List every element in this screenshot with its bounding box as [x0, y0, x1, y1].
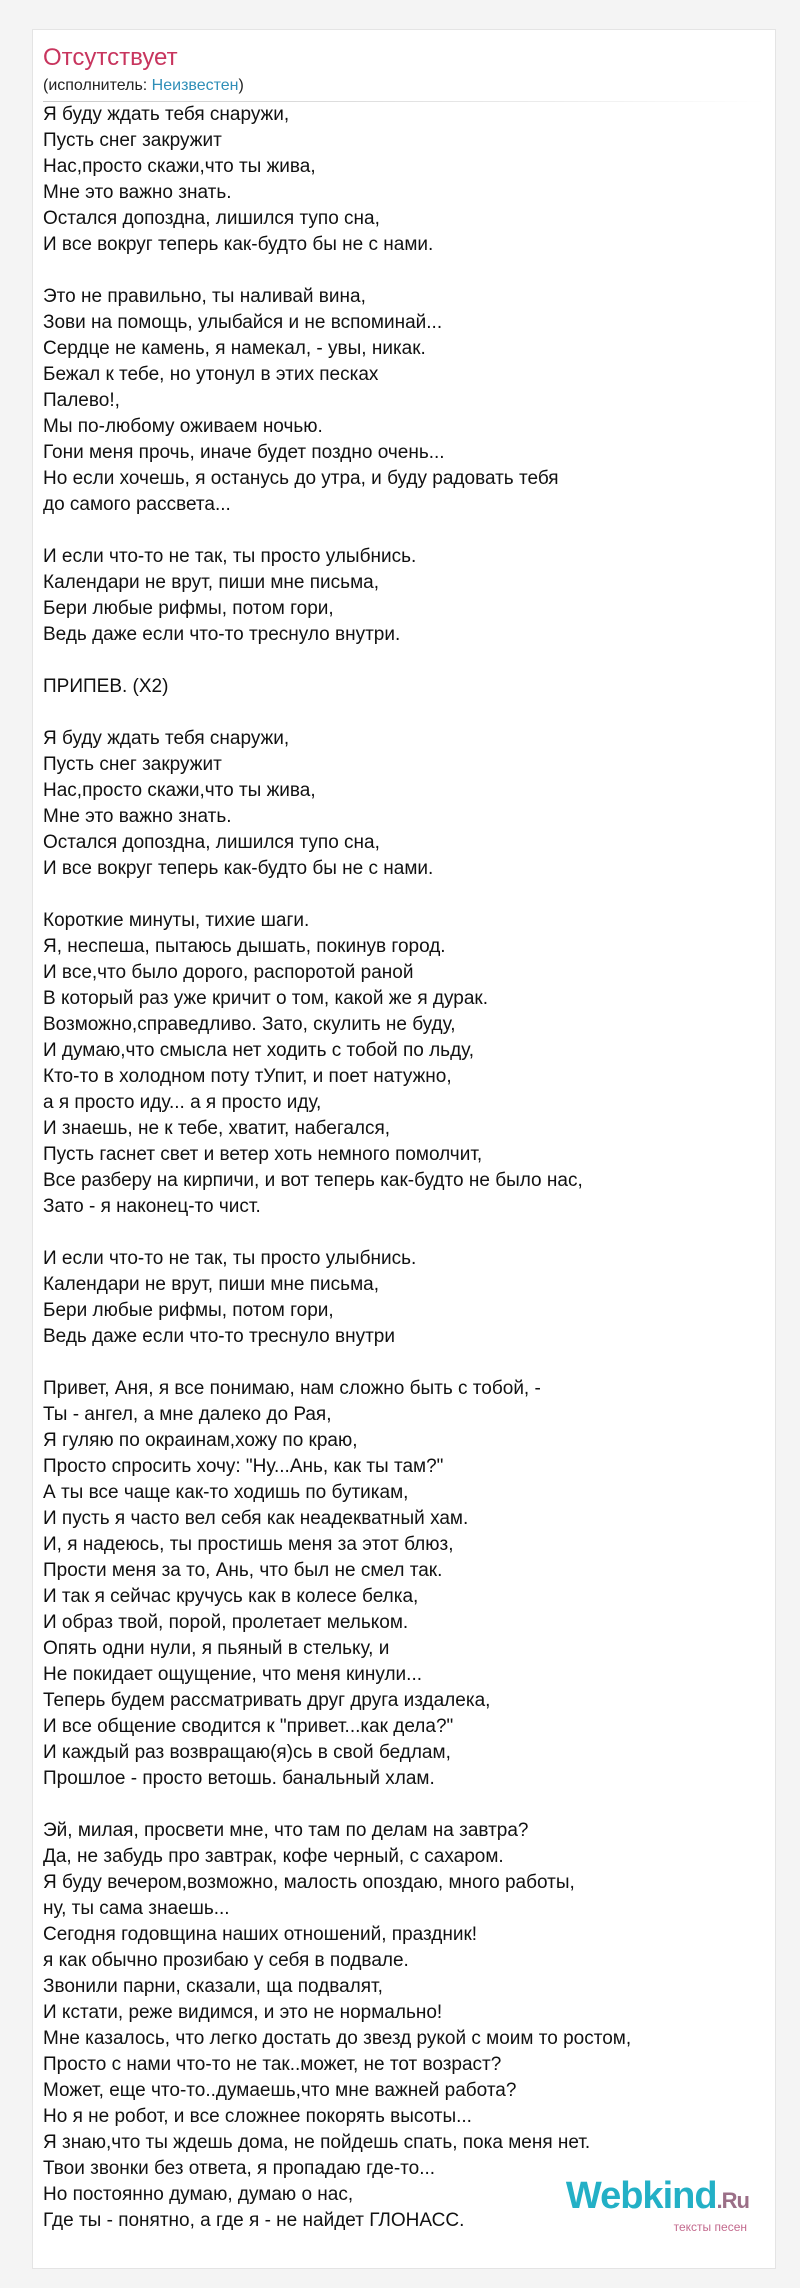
lyric-line: а я просто иду... а я просто иду,	[43, 1092, 322, 1113]
lyric-line: Палево!,	[43, 390, 120, 411]
lyric-line: Сердце не камень, я намекал, - увы, никак.	[43, 338, 426, 359]
lyric-line: до самого рассвета...	[43, 494, 231, 515]
lyric-line: Опять одни нули, я пьяный в стельку, и	[43, 1638, 390, 1659]
lyric-line: Календари не врут, пиши мне письма,	[43, 572, 379, 593]
lyric-line: Мы по-любому оживаем ночью.	[43, 416, 323, 437]
lyric-line: Прошлое - просто ветошь. банальный хлам.	[43, 1768, 435, 1789]
lyric-line: Но если хочешь, я останусь до утра, и буду радовать тебя	[43, 468, 559, 489]
lyric-line: я как обычно прозибаю у себя в подвале.	[43, 1950, 409, 1971]
lyric-line: В который раз уже кричит о том, какой же я дурак.	[43, 988, 488, 1009]
lyric-line: Зато - я наконец-то чист.	[43, 1196, 261, 1217]
lyric-line: И образ твой, порой, пролетает мельком.	[43, 1612, 409, 1633]
watermark-logo-tld: .Ru	[716, 2188, 749, 2213]
lyric-line: Эй, милая, просвети мне, что там по делам на завтра?	[43, 1820, 529, 1841]
artist-line	[43, 76, 244, 96]
lyric-line: Короткие минуты, тихие шаги.	[43, 910, 310, 931]
lyric-line: А ты все чаще как-то ходишь по бутикам,	[43, 1482, 409, 1503]
lyric-line	[43, 258, 763, 284]
lyric-line: Пусть гаснет свет и ветер хоть немного помолчит,	[43, 1144, 483, 1165]
watermark-logo-name: Webkind	[565, 2175, 717, 2217]
lyric-line: И все общение сводится к "привет...как дела?"	[43, 1716, 454, 1737]
lyric-line	[43, 700, 763, 726]
lyric-line: Теперь будем рассматривать друг друга издалека,	[43, 1690, 491, 1711]
lyric-line: Мне это важно знать.	[43, 806, 232, 827]
lyric-line: Но постоянно думаю, думаю о нас,	[43, 2184, 354, 2205]
lyric-line: Привет, Аня, я все понимаю, нам сложно быть с тобой, -	[43, 1378, 541, 1399]
lyric-line: Я знаю,что ты ждешь дома, не пойдешь спать, пока меня нет.	[43, 2132, 591, 2153]
lyric-line: Гони меня прочь, иначе будет поздно очень...	[43, 442, 445, 463]
lyric-line: И пусть я часто вел себя как неадекватный хам.	[43, 1508, 469, 1529]
lyric-line: Где ты - понятно, а где я - не найдет ГЛОНАСС.	[43, 2210, 465, 2231]
lyric-line: Возможно,справедливо. Зато, скулить не буду,	[43, 1014, 456, 1035]
lyric-line: И, я надеюсь, ты простишь меня за этот блюз,	[43, 1534, 454, 1555]
lyric-line: И если что-то не так, ты просто улыбнись.	[43, 546, 417, 567]
lyric-line: Может, еще что-то..думаешь,что мне важней работа?	[43, 2080, 517, 2101]
lyric-line: Я буду ждать тебя снаружи,	[43, 104, 290, 125]
lyric-line	[43, 1350, 763, 1376]
lyric-line: Остался допоздна, лишился тупо сна,	[43, 208, 380, 229]
lyric-line: Я, неспеша, пытаюсь дышать, покинув город.	[43, 936, 446, 957]
lyric-line: И все,что было дорого, распоротой раной	[43, 962, 414, 983]
lyric-line: Прости меня за то, Ань, что был не смел так.	[43, 1560, 443, 1581]
lyric-line: Ведь даже если что-то треснуло внутри.	[43, 624, 401, 645]
lyric-line: Просто с нами что-то не так..может, не тот возраст?	[43, 2054, 502, 2075]
lyric-line	[43, 518, 763, 544]
lyric-line: Я гуляю по окраинам,хожу по краю,	[43, 1430, 358, 1451]
lyrics-text	[43, 102, 763, 2234]
lyric-line: Но я не робот, и все сложнее покорять высоты...	[43, 2106, 472, 2127]
lyric-line: И каждый раз возвращаю(я)сь в свой бедлам,	[43, 1742, 451, 1763]
lyric-line: Ты - ангел, а мне далеко до Рая,	[43, 1404, 332, 1425]
lyrics-page	[32, 29, 776, 2269]
lyric-line: Это не правильно, ты наливай вина,	[43, 286, 366, 307]
lyric-line: Пусть снег закружит	[43, 130, 222, 151]
lyric-line	[43, 648, 763, 674]
lyric-line: Нас,просто скажи,что ты жива,	[43, 156, 316, 177]
site-watermark	[566, 2177, 749, 2234]
lyric-line: Остался допоздна, лишился тупо сна,	[43, 832, 380, 853]
lyric-line: ну, ты сама знаешь...	[43, 1898, 230, 1919]
lyric-line: Календари не врут, пиши мне письма,	[43, 1274, 379, 1295]
lyric-line: И кстати, реже видимся, и это не нормально!	[43, 2002, 443, 2023]
artist-suffix: )	[238, 77, 244, 94]
lyric-line: Все разберу на кирпичи, и вот теперь как-будто не было нас,	[43, 1170, 583, 1191]
lyric-line: Зови на помощь, улыбайся и не вспоминай...	[43, 312, 443, 333]
lyric-line: Твои звонки без ответа, я пропадаю где-то...	[43, 2158, 436, 2179]
lyric-line: Мне это важно знать.	[43, 182, 232, 203]
watermark-logo	[566, 2177, 749, 2220]
lyric-line: Я буду ждать тебя снаружи,	[43, 728, 290, 749]
lyric-line: Я буду вечером,возможно, малость опоздаю, много работы,	[43, 1872, 575, 1893]
lyric-line: Сегодня годовщина наших отношений, праздник!	[43, 1924, 478, 1945]
lyric-line: И все вокруг теперь как-будто бы не с нами.	[43, 234, 434, 255]
lyric-line: Звонили парни, сказали, ща подвалят,	[43, 1976, 383, 1997]
lyric-line: И если что-то не так, ты просто улыбнись.	[43, 1248, 417, 1269]
lyric-line: И знаешь, не к тебе, хватит, набегался,	[43, 1118, 391, 1139]
song-title: Отсутствует	[43, 44, 178, 71]
lyric-line: Нас,просто скажи,что ты жива,	[43, 780, 316, 801]
lyric-line: Бери любые рифмы, потом гори,	[43, 598, 334, 619]
lyric-line: Ведь даже если что-то треснуло внутри	[43, 1326, 395, 1347]
lyric-line: ПРИПЕВ. (Х2)	[43, 676, 169, 697]
lyric-line: И так я сейчас кручусь как в колесе белка,	[43, 1586, 419, 1607]
lyric-line: И все вокруг теперь как-будто бы не с нами.	[43, 858, 434, 879]
lyric-line: И думаю,что смысла нет ходить с тобой по льду,	[43, 1040, 475, 1061]
lyric-line: Пусть снег закружит	[43, 754, 222, 775]
lyric-line	[43, 1792, 763, 1818]
lyric-line: Бери любые рифмы, потом гори,	[43, 1300, 334, 1321]
lyric-line: Просто спросить хочу: "Ну...Ань, как ты там?"	[43, 1456, 444, 1477]
lyric-line: Бежал к тебе, но утонул в этих песках	[43, 364, 379, 385]
lyric-line: Кто-то в холодном поту тУпит, и поет натужно,	[43, 1066, 452, 1087]
lyric-line: Да, не забудь про завтрак, кофе черный, с сахаром.	[43, 1846, 504, 1867]
lyric-line: Мне казалось, что легко достать до звезд рукой с моим то ростом,	[43, 2028, 632, 2049]
lyric-line	[43, 882, 763, 908]
artist-link[interactable]: Неизвестен	[151, 77, 239, 94]
lyric-line: Не покидает ощущение, что меня кинули...	[43, 1664, 423, 1685]
watermark-tagline: тексты песен	[673, 2220, 747, 2234]
artist-prefix: (исполнитель:	[43, 77, 152, 94]
lyric-line	[43, 1220, 763, 1246]
